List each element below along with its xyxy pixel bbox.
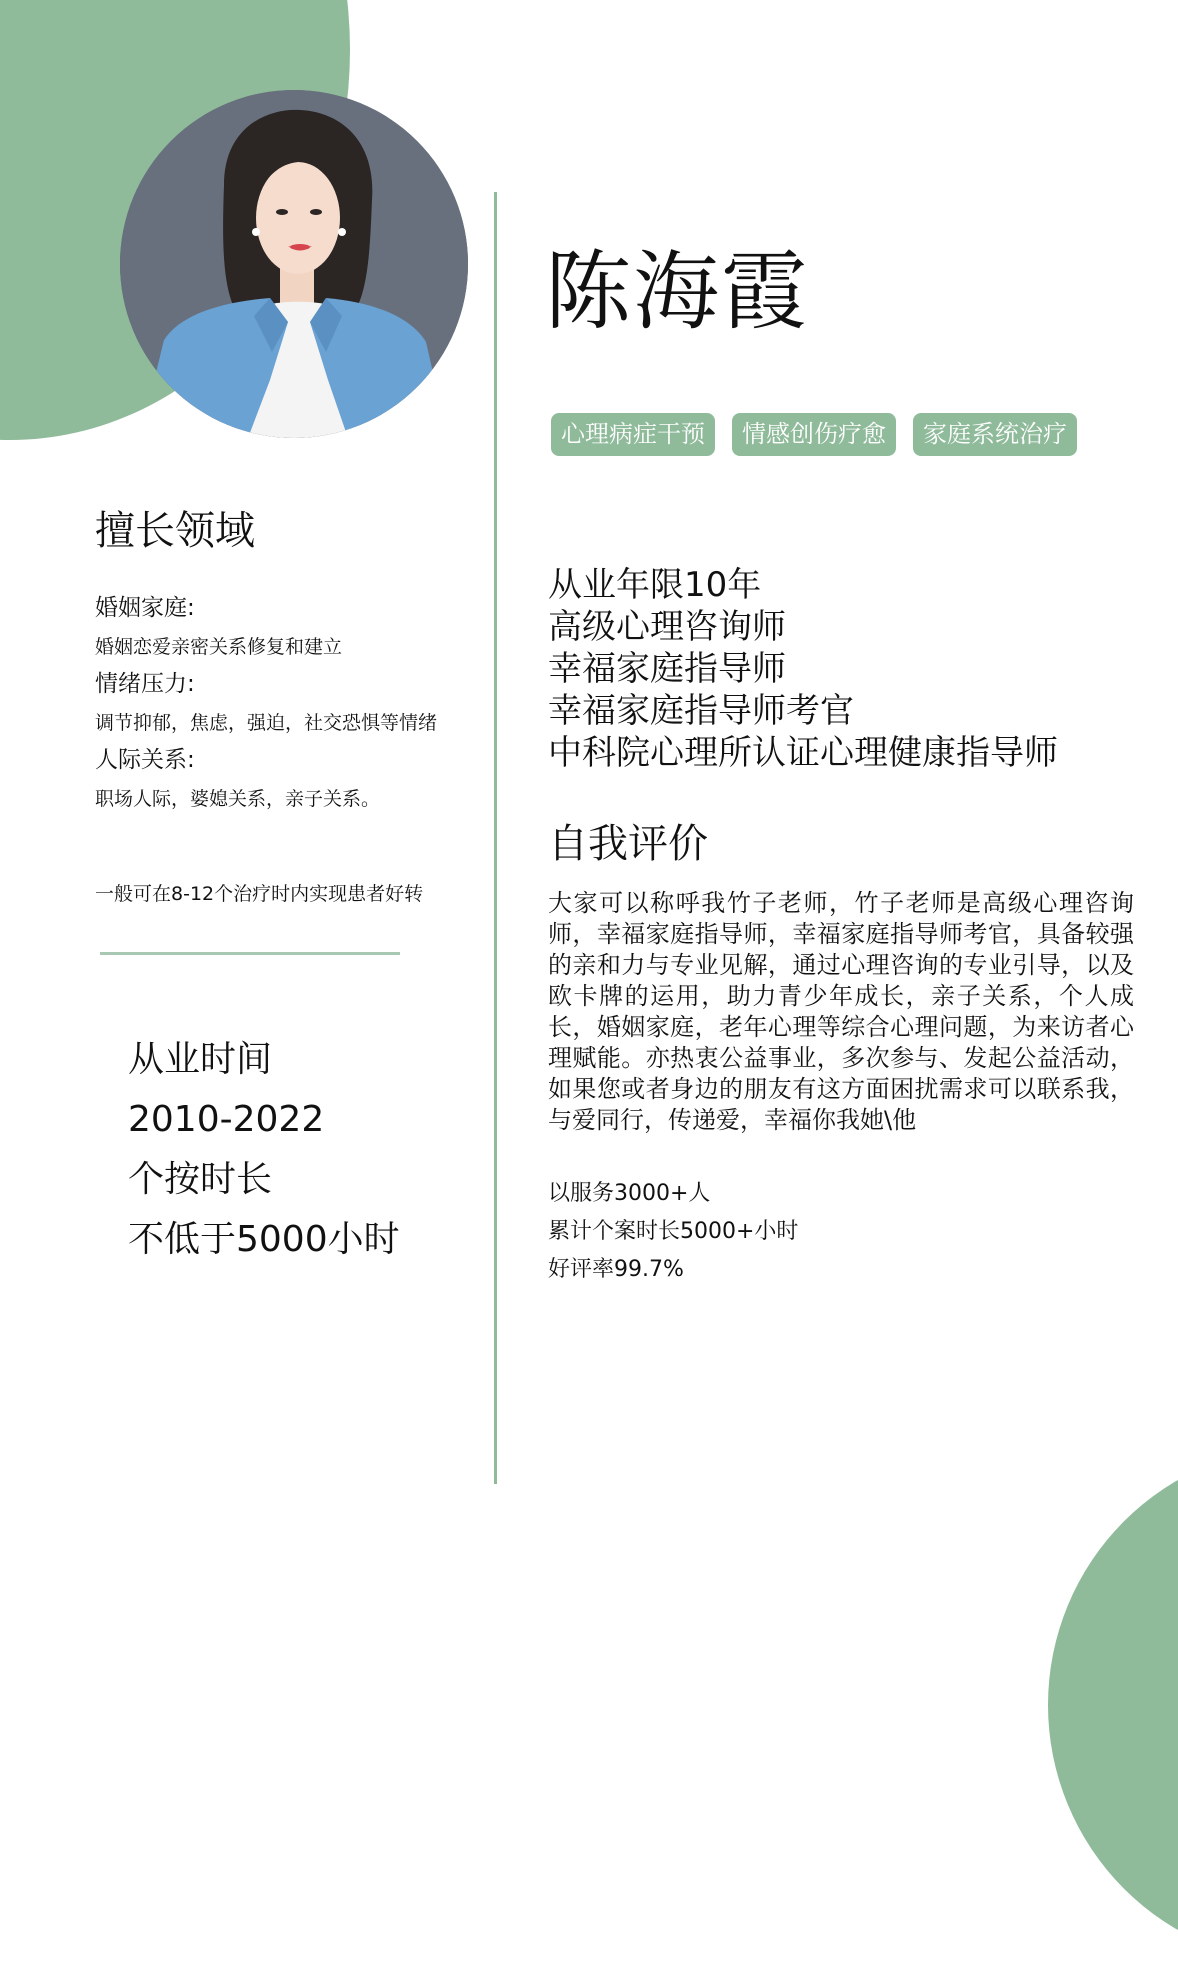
expertise-description: 调节抑郁，焦虑，强迫，社交恐惧等情绪 [95, 712, 438, 734]
tenure-item: 从业时间 [128, 1039, 273, 1080]
person-name: 陈海霞 [545, 242, 809, 342]
stat-item: 累计个案时长5000+小时 [548, 1219, 799, 1244]
expertise-title: 擅长领域 [95, 508, 255, 554]
expertise-list [95, 593, 495, 813]
tenure-item: 不低于5000小时 [128, 1219, 400, 1260]
decorative-circle-bottom [1048, 1445, 1178, 1965]
tag-item: 情感创伤疗愈 [732, 413, 896, 456]
tenure-item: 2010-2022 [128, 1099, 325, 1140]
expertise-description: 职场人际，婆媳关系，亲子关系。 [95, 788, 381, 810]
qualification-item: 中科院心理所认证心理健康指导师 [548, 733, 1058, 773]
expertise-description: 婚姻恋爱亲密关系修复和建立 [95, 636, 343, 658]
stat-item: 以服务3000+人 [548, 1181, 711, 1206]
tag-item: 家庭系统治疗 [913, 413, 1077, 456]
section-divider [100, 952, 400, 955]
qualification-item: 幸福家庭指导师 [548, 649, 786, 689]
expertise-category: 婚姻家庭: [95, 595, 195, 621]
expertise-category: 情绪压力: [95, 671, 195, 697]
qualification-item: 幸福家庭指导师考官 [548, 691, 854, 731]
self-evaluation-title: 自我评价 [548, 821, 708, 867]
vertical-divider [494, 192, 497, 1484]
qualification-item: 高级心理咨询师 [548, 607, 786, 647]
self-evaluation-text: 大家可以称呼我竹子老师，竹子老师是高级心理咨询师，幸福家庭指导师，幸福家庭指导师考官，具备较强的亲和力与专业见解，通过心理咨询的专业引导，以及欧卡牌的运用，助力青少年成长，亲子关系，个人成长，婚姻家庭，老年心理等综合心理问题，为来访者心理赋能。亦热衷公益事业，多次参与、发起公益活动，如果您或者身边的朋友有这方面困扰需求可以联系我，与爱同行，传递爱，幸福你我她\他 [548, 889, 1134, 1134]
specialty-tags [551, 413, 1077, 456]
tenure-item: 个按时长 [128, 1159, 273, 1200]
profile-photo [120, 90, 468, 438]
stats-list [548, 1175, 798, 1289]
tenure-list [128, 1030, 400, 1270]
qualifications-list [548, 564, 1058, 774]
tag-item: 心理病症干预 [551, 413, 715, 456]
treatment-note: 一般可在8-12个治疗时内实现患者好转 [95, 883, 424, 905]
expertise-category: 人际关系: [95, 747, 195, 773]
stat-item: 好评率99.7% [548, 1257, 684, 1282]
qualification-item: 从业年限10年 [548, 565, 762, 605]
